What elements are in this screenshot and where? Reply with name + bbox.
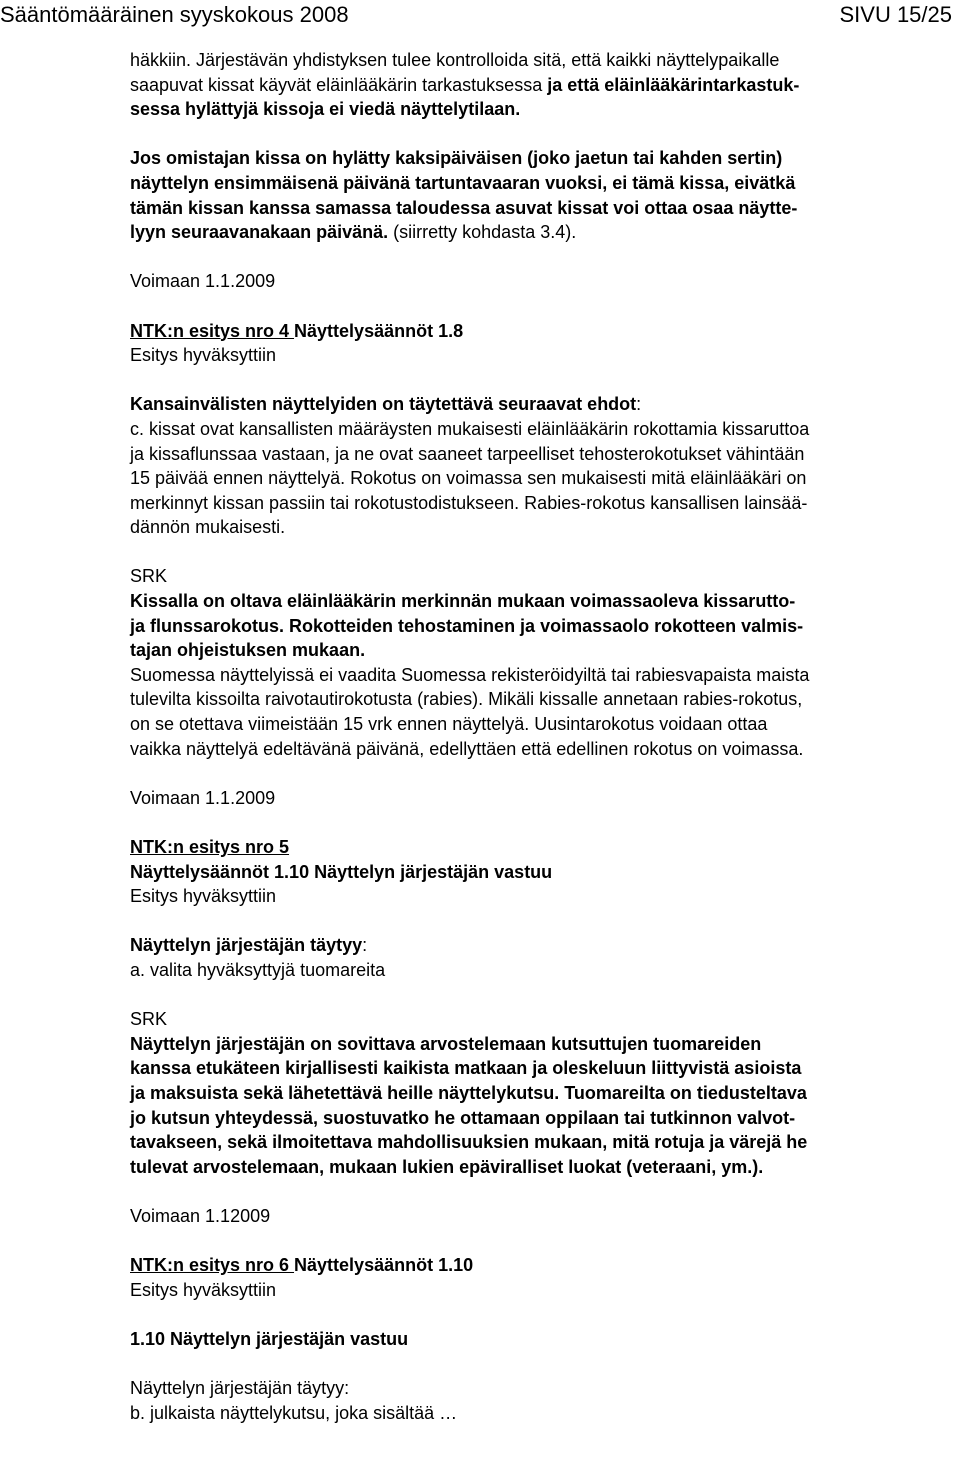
- text-line: saapuvat kissat käyvät eläinlääkärin tarkastuksessa ja että eläinlääkärintarkastuk-: [130, 74, 800, 95]
- proposal-status: Esitys hyväksyttiin: [130, 886, 277, 907]
- effective-date: Voimaan 1.1.2009: [130, 271, 276, 292]
- list-item: a. valita hyväksyttyjä tuomareita: [130, 959, 386, 980]
- text-line: merkinnyt kissan passiin tai rokotustodistukseen. Rabies-rokotus kansallisen lainsää-: [130, 492, 808, 513]
- text-line: tajan ohjeistuksen mukaan.: [130, 640, 366, 661]
- text-line: vaikka näyttelyä edeltävänä päivänä, edellyttäen että edellinen rokotus on voimassa.: [130, 738, 804, 759]
- proposal-status: Esitys hyväksyttiin: [130, 1279, 277, 1300]
- proposal-title: NTK:n esitys nro 4 Näyttelysäännöt 1.8: [130, 320, 464, 341]
- text-line: Jos omistajan kissa on hylätty kaksipäiväisen (joko jaetun tai kahden sertin): [130, 148, 783, 169]
- text-line: kanssa etukäteen kirjallisesti kaikista matkaan ja oleskeluun liittyvistä asioista: [130, 1058, 802, 1079]
- effective-date: Voimaan 1.1.2009: [130, 787, 276, 808]
- text-line: tulevat arvostelemaan, mukaan lukien epäviralliset luokat (veteraani, ym.).: [130, 1156, 764, 1177]
- proposal-status: Esitys hyväksyttiin: [130, 345, 277, 366]
- section-heading: Kansainvälisten näyttelyiden on täytettävä seuraavat ehdot:: [130, 394, 642, 415]
- text-line: tavakseen, sekä ilmoitettava mahdollisuuksien mukaan, mitä rotuja ja värejä he: [130, 1132, 808, 1153]
- rule-title: Näyttelysäännöt 1.10 Näyttelyn järjestäjän vastuu: [130, 861, 553, 882]
- text-line: ja kissaflunssaa vastaan, ja ne ovat saaneet tarpeelliset tehosterokotukset vähintään: [130, 443, 805, 464]
- text-line: tulevilta kissoilta raivotautirokotusta (rabies). Mikäli kissalle annetaan rabies-rokotus,: [130, 689, 803, 710]
- text-line: Näyttelyn järjestäjän on sovittava arvostelemaan kutsuttujen tuomareiden: [130, 1033, 762, 1054]
- document-body: [130, 48, 955, 1425]
- text-line: ja flunssarokotus. Rokotteiden tehostaminen ja voimassaolo rokotteen valmis-: [130, 615, 804, 636]
- srk-label: SRK: [130, 566, 168, 587]
- text-line: 15 päivää ennen näyttelyä. Rokotus on voimassa sen mukaisesti mitä eläinlääkäri on: [130, 468, 807, 489]
- effective-date: Voimaan 1.12009: [130, 1205, 271, 1226]
- page-header: [0, 0, 960, 28]
- text-line: on se otettava viimeistään 15 vrk ennen näyttelyä. Uusintarokotus voidaan ottaa: [130, 714, 768, 735]
- text-line: lyyn seuraavanakaan päivänä. (siirretty kohdasta 3.4).: [130, 222, 577, 243]
- proposal-title: NTK:n esitys nro 5: [130, 837, 290, 857]
- list-item: b. julkaista näyttelykutsu, joka sisältää …: [130, 1402, 458, 1423]
- text-line: tämän kissan kanssa samassa taloudessa asuvat kissat voi ottaa osaa näytte-: [130, 197, 798, 218]
- text-line: jo kutsun yhteydessä, suostuvatko he ottamaan oppilaan tai tutkinnon valvot-: [130, 1107, 796, 1128]
- text-line: näyttelyn ensimmäisenä päivänä tartuntavaaran vuoksi, ei tämä kissa, eivätkä: [130, 172, 796, 193]
- proposal-title: NTK:n esitys nro 6 Näyttelysäännöt 1.10: [130, 1255, 474, 1276]
- text-line: c. kissat ovat kansallisten määräysten mukaisesti eläinlääkärin rokottamia kissaruttoa: [130, 418, 810, 439]
- text-line: sessa hylättyjä kissoja ei viedä näyttelytilaan.: [130, 99, 521, 120]
- section-heading: Näyttelyn järjestäjän täytyy:: [130, 1378, 350, 1399]
- section-heading: 1.10 Näyttelyn järjestäjän vastuu: [130, 1328, 409, 1349]
- srk-label: SRK: [130, 1009, 168, 1030]
- document-title: Sääntömääräinen syyskokous 2008: [0, 2, 349, 27]
- text-line: ja maksuista sekä lähetettävä heille näyttelykutsu. Tuomareilta on tiedusteltava: [130, 1082, 807, 1103]
- text-line: häkkiin. Järjestävän yhdistyksen tulee kontrolloida sitä, että kaikki näyttelypaikalle: [130, 50, 780, 70]
- text-line: dännön mukaisesti.: [130, 517, 286, 538]
- page-number: SIVU 15/25: [839, 2, 952, 27]
- text-line: Kissalla on oltava eläinlääkärin merkinnän mukaan voimassaoleva kissarutto-: [130, 591, 796, 612]
- section-heading: Näyttelyn järjestäjän täytyy:: [130, 935, 368, 956]
- text-line: Suomessa näyttelyissä ei vaadita Suomessa rekisteröidyiltä tai rabiesvapaista maista: [130, 664, 810, 685]
